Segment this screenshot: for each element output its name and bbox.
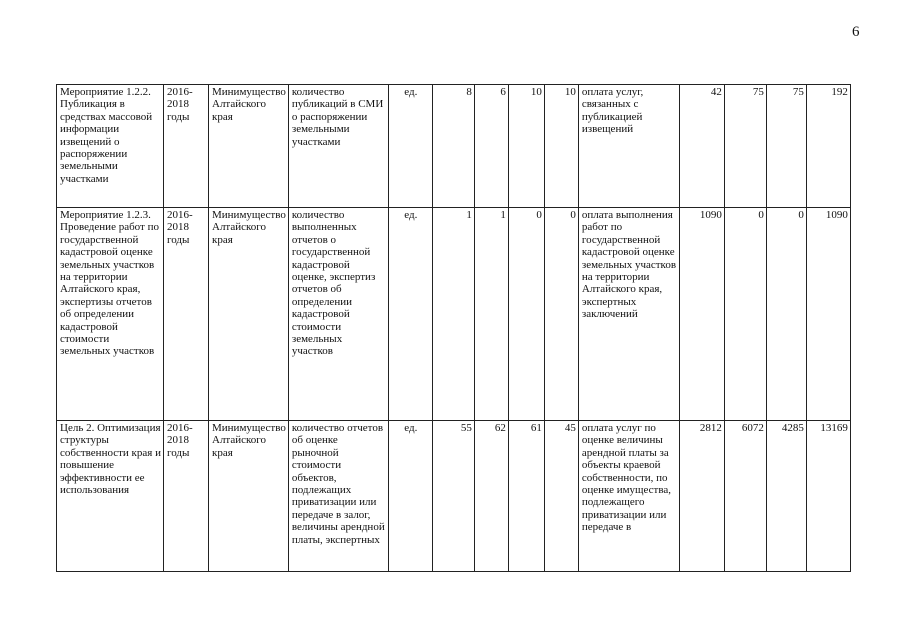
unit-cell: ед.: [388, 85, 432, 208]
years-cell: 2016-2018 годы: [164, 85, 209, 208]
measure-cell: Мероприятие 1.2.2. Публикация в средствах массовой информации извещений о распоряжении земельными участками: [57, 85, 164, 208]
program-table: [56, 84, 851, 572]
unit-cell: ед.: [388, 421, 432, 572]
expense-cell: оплата выполнения работ по государственной кадастровой оценке земельных участков на территории Алтайского края, экспертных заключений: [578, 208, 679, 421]
funding-2016: 2812: [679, 421, 724, 572]
years-cell: 2016-2018 годы: [164, 421, 209, 572]
indicator-value-2018: 10: [508, 85, 544, 208]
table-row: [57, 85, 851, 208]
funding-total: 192: [806, 85, 850, 208]
indicator-value-2017: 62: [474, 421, 508, 572]
funding-2017: 6072: [724, 421, 766, 572]
indicator-value-2016: 55: [432, 421, 474, 572]
indicator-cell: количество отчетов об оценке рыночной стоимости объектов, подлежащих приватизации или передаче в залог, величины арендной платы, экспертных: [288, 421, 388, 572]
page-number: 6: [852, 24, 860, 40]
indicator-cell: количество выполненных отчетов о государственной кадастровой оценке, экспертиз отчетов об определении кадастровой стоимости земельных участков: [288, 208, 388, 421]
indicator-value-final: 45: [544, 421, 578, 572]
indicator-value-2016: 8: [432, 85, 474, 208]
indicator-value-final: 10: [544, 85, 578, 208]
indicator-value-2016: 1: [432, 208, 474, 421]
executor-cell: Минимущество Алтайского края: [209, 208, 289, 421]
funding-total: 1090: [806, 208, 850, 421]
expense-cell: оплата услуг, связанных с публикацией извещений: [578, 85, 679, 208]
indicator-cell: количество публикаций в СМИ о распоряжении земельными участками: [288, 85, 388, 208]
funding-2018: 4285: [766, 421, 806, 572]
funding-2018: 75: [766, 85, 806, 208]
funding-2018: 0: [766, 208, 806, 421]
funding-2016: 1090: [679, 208, 724, 421]
indicator-value-2017: 6: [474, 85, 508, 208]
indicator-value-2017: 1: [474, 208, 508, 421]
unit-cell: ед.: [388, 208, 432, 421]
funding-total: 13169: [806, 421, 850, 572]
funding-2016: 42: [679, 85, 724, 208]
executor-cell: Минимущество Алтайского края: [209, 85, 289, 208]
indicator-value-final: 0: [544, 208, 578, 421]
table-row: [57, 421, 851, 572]
funding-2017: 75: [724, 85, 766, 208]
measure-cell: Мероприятие 1.2.3. Проведение работ по государственной кадастровой оценке земельных участков на территории Алтайского края, экспертизы отчетов об определении кадастровой стоимости земельных участков: [57, 208, 164, 421]
indicator-value-2018: 0: [508, 208, 544, 421]
executor-cell: Минимущество Алтайского края: [209, 421, 289, 572]
funding-2017: 0: [724, 208, 766, 421]
measure-cell: Цель 2. Оптимизация структуры собственности края и повышение эффективности ее использования: [57, 421, 164, 572]
table-row: [57, 208, 851, 421]
indicator-value-2018: 61: [508, 421, 544, 572]
expense-cell: оплата услуг по оценке величины арендной платы за объекты краевой собственности, по оценке имущества, подлежащего приватизации или передаче в: [578, 421, 679, 572]
years-cell: 2016-2018 годы: [164, 208, 209, 421]
